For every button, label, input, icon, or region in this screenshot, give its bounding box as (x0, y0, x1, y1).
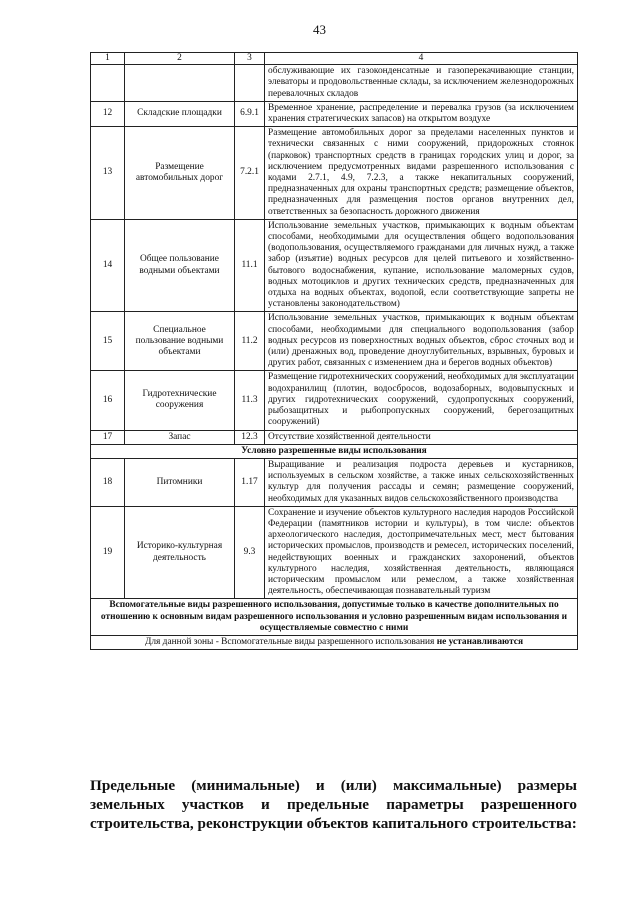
use-name: Историко-культурная деятельность (125, 506, 235, 599)
land-use-table (90, 52, 578, 650)
row-number (91, 65, 125, 102)
zone-note (91, 635, 578, 649)
section-row (91, 444, 578, 458)
row-number: 15 (91, 312, 125, 371)
use-description: Временное хранение, распределение и перевалка грузов (за исключением хранения стратегических запасов) на открытом воздухе (265, 101, 578, 126)
use-name: Размещение автомобильных дорог (125, 127, 235, 220)
use-name (125, 65, 235, 102)
use-code: 11.3 (235, 371, 265, 430)
section-title: Предельные (минимальные) и (или) максимальные) размеры земельных участков и предельные параметры разрешенного строительства, реконструкции объектов капитального строительства: (90, 777, 577, 832)
use-code: 12.3 (235, 430, 265, 444)
zone-note-emphasis: не устанавливаются (436, 636, 524, 647)
table-row (91, 430, 578, 444)
table-row (91, 127, 578, 220)
use-description: Использование земельных участков, примыкающих к водным объектам способами, необходимыми для осуществления общего водопользования (водопользования, осуществляемого гражданами для личных нужд, а также забор (изъятие) водных ресурсов для целей питьевого и хозяйственно-бытового водоснабжения, купание, использование маломерных судов, водных мотоциклов и других технических средств, предназначенных для отдыха на водных объектах, водопой, если соответствующие запреты не установлены законодательством) (265, 219, 578, 312)
table-row (91, 458, 578, 506)
section-heading: Условно разрешенные виды использования (91, 444, 578, 458)
use-code: 11.2 (235, 312, 265, 371)
use-name: Общее пользование водными объектами (125, 219, 235, 312)
use-code: 1.17 (235, 458, 265, 506)
row-number: 18 (91, 458, 125, 506)
header-cell: 4 (265, 53, 578, 65)
use-description: Сохранение и изучение объектов культурного наследия народов Российской Федерации (памятников истории и культуры), в том числе: объектов археологического наследия, достопримечательных мест, мест бытования исторических промыслов, производств и ремесел, исторических поселений, недействующих военных и гражданских захоронений, объектов культурного наследия, хозяйственная деятельность, являющаяся историческим промыслом или ремеслом, а также хозяйственная деятельность, обеспечивающая познавательный туризм (265, 506, 578, 599)
row-number: 13 (91, 127, 125, 220)
table-row (91, 312, 578, 371)
header-cell: 2 (125, 53, 235, 65)
use-name: Запас (125, 430, 235, 444)
page-number: 43 (313, 22, 326, 37)
header-cell: 3 (235, 53, 265, 65)
row-number: 16 (91, 371, 125, 430)
auxiliary-heading: Вспомогательные виды разрешенного использования, допустимые только в качестве дополнительных по отношению к основным видам разрешенного использования и условно разрешенным видам использования и осуществляемые совместно с ними (91, 599, 578, 636)
use-description: обслуживающие их газоконденсатные и газоперекачивающие станции, элеваторы и продовольственные склады, за исключением железнодорожных перевалочных складов (265, 65, 578, 102)
row-number: 12 (91, 101, 125, 126)
use-description: Размещение гидротехнических сооружений, необходимых для эксплуатации водохранилищ (плотин, водосбросов, водозаборных, водовыпускных и других гидротехнических сооружений, судопропускных сооружений, рыбозащитных и рыбопропускных сооружений, берегозащитных сооружений) (265, 371, 578, 430)
zone-note-text: Для данной зоны - Вспомогательные виды разрешенного использования (144, 636, 437, 647)
use-name: Складские площадки (125, 101, 235, 126)
use-name: Гидротехнические сооружения (125, 371, 235, 430)
zone-note-row (91, 635, 578, 649)
table-row (91, 219, 578, 312)
table-row (91, 371, 578, 430)
row-number: 19 (91, 506, 125, 599)
table-row (91, 65, 578, 102)
row-number: 17 (91, 430, 125, 444)
header-cell: 1 (91, 53, 125, 65)
use-code: 11.1 (235, 219, 265, 312)
use-description: Размещение автомобильных дорог за пределами населенных пунктов и технически связанных с ними сооружений, придорожных стоянок (парковок) транспортных средств в границах городских улиц и дорог, за исключением предусмотренных видами разрешенного использования с кодами 2.7.1, 4.9, 7.2.3, а также некапитальных сооружений, предназначенных для охраны транспортных средств; размещение объектов, предназначенных для размещения постов органов внутренних дел, ответственных за безопасность дорожного движения (265, 127, 578, 220)
use-description: Выращивание и реализация подроста деревьев и кустарников, используемых в сельском хозяйстве, а также иных сельскохозяйственных культур для получения рассады и семян; размещение сооружений, необходимых для указанных видов сельскохозяйственного производства (265, 458, 578, 506)
use-name: Специальное пользование водными объектами (125, 312, 235, 371)
use-code: 6.9.1 (235, 101, 265, 126)
use-code (235, 65, 265, 102)
use-code: 9.3 (235, 506, 265, 599)
table-header-row (91, 53, 578, 65)
use-code: 7.2.1 (235, 127, 265, 220)
row-number: 14 (91, 219, 125, 312)
auxiliary-row (91, 599, 578, 636)
use-description: Использование земельных участков, примыкающих к водным объектам способами, необходимыми для специального водопользования (забор водных ресурсов из поверхностных водных объектов, сброс сточных вод и (или) дренажных вод, проведение дноуглубительных, взрывных, буровых и других работ, связанных с изменением дна и берегов водных объектов) (265, 312, 578, 371)
table-row (91, 101, 578, 126)
use-description: Отсутствие хозяйственной деятельности (265, 430, 578, 444)
table-row (91, 506, 578, 599)
use-name: Питомники (125, 458, 235, 506)
